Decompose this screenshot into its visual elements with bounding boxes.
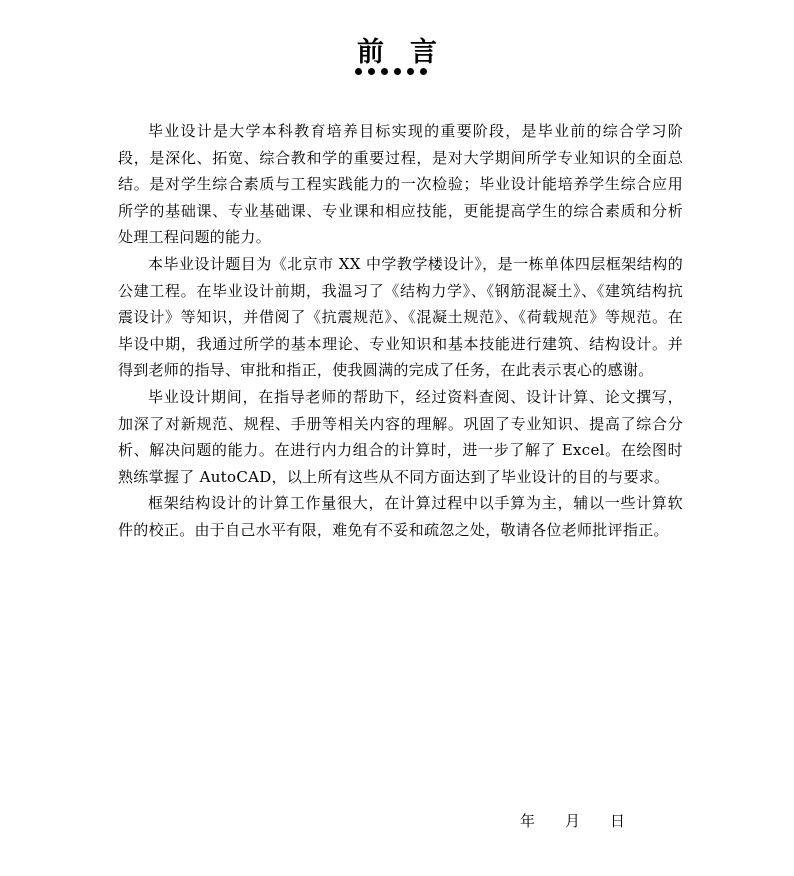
emphasis-dot-icon xyxy=(381,68,388,75)
paragraph-1: 毕业设计是大学本科教育培养目标实现的重要阶段，是毕业前的综合学习阶段，是深化、拓宽、综合教和学的重要过程，是对大学期间所学专业知识的全面总结。是对学生综合素质与工程实践能力的一次检验；毕业设计能培养学生综合应用所学的基础课、专业基础课、专业课和相应技能，更能提高学生的综合素质和分析处理工程问题的能力。 xyxy=(118,122,683,247)
emphasis-dot-icon xyxy=(420,68,427,75)
emphasis-dot-icon xyxy=(355,68,362,75)
page-title: 前言 xyxy=(357,37,463,68)
title-emphasis-dots xyxy=(355,68,433,78)
emphasis-dot-icon xyxy=(368,68,375,75)
date-day: 日 xyxy=(610,812,626,830)
paragraph-2: 本毕业设计题目为《北京市 XX 中学教学楼设计》，是一栋单体四层框架结构的公建工程。在毕业设计前期，我温习了《结构力学》、《钢筋混凝土》、《建筑结构抗震设计》等知识，并借阅了《抗震规范》、《混凝土规范》、《荷载规范》等规范。在毕设中期，我通过所学的基本理论、专业知识和基本技能进行建筑、结构设计。并得到老师的指导、审批和指正，使我圆满的完成了任务，在此表示衷心的感谢。 xyxy=(118,254,683,380)
signature-date xyxy=(520,809,625,833)
paragraph-3: 毕业设计期间，在指导老师的帮助下，经过资料查阅、设计计算、论文撰写，加深了对新规范、规程、手册等相关内容的理解。巩固了专业知识、提高了综合分析、解决问题的能力。在进行内力组合的计算时，进一步了解了 Excel。在绘图时熟练掌握了 AutoCAD，以上所有这些从不同方面达到了毕业设计的目的与要求。 xyxy=(118,387,683,486)
emphasis-dot-icon xyxy=(394,68,401,75)
preface-body xyxy=(118,118,683,544)
date-month: 月 xyxy=(565,812,581,830)
emphasis-dot-icon xyxy=(407,68,414,75)
date-year: 年 xyxy=(520,812,536,830)
paragraph-4: 框架结构设计的计算工作量很大，在计算过程中以手算为主，辅以一些计算软件的校正。由于自己水平有限，难免有不妥和疏忽之处，敬请各位老师批评指正。 xyxy=(118,494,683,539)
